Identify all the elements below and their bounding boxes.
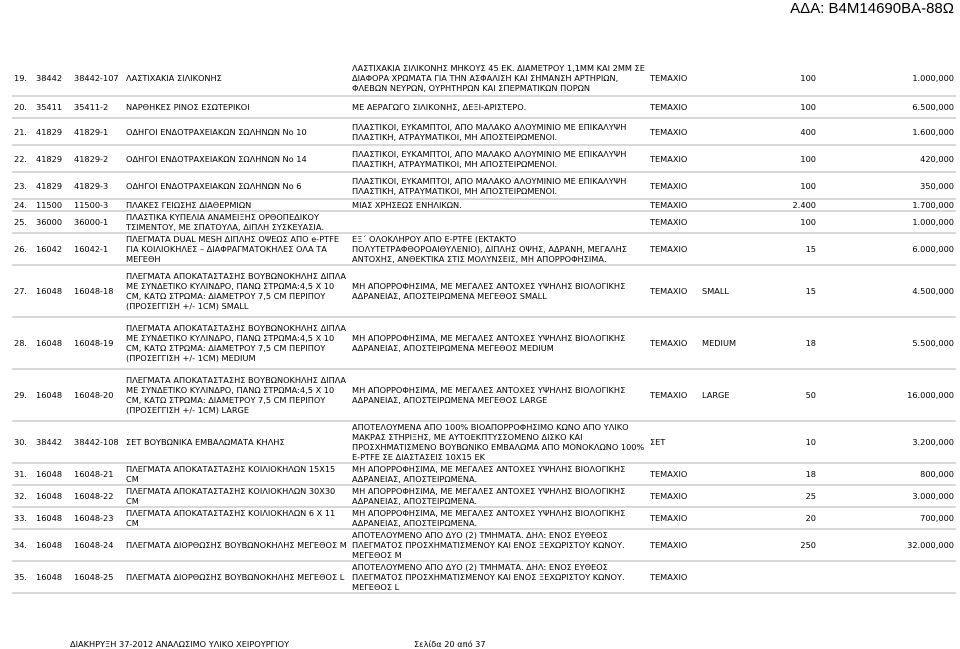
item-title: ΟΔΗΓΟΙ ΕΝΔΟΤΡΑΧΕΙΑΚΩΝ ΣΩΛΗΝΩΝ No 14 (124, 145, 350, 172)
table-row (12, 233, 956, 265)
unit: ΤΕΜΑΧΙΟ (648, 485, 700, 507)
table-row (12, 421, 956, 463)
item-title: ΠΛΕΓΜΑΤΑ ΔΙΟΡΘΩΣΗΣ ΒΟΥΒΩΝΟΚΗΛΗΣ ΜΕΓΕΘΟΣ Μ (124, 529, 350, 561)
item-description: ΠΛΑΣΤΙΚΟΙ, ΕΥΚΑΜΠΤΟΙ, ΑΠΟ ΜΑΛΑΚΟ ΑΛΟΥΜΙΝΙΟ ΜΕ ΕΠΙΚΑΛΥΨΗ ΠΛΑΣΤΙΚΗ, ΑΤΡΑΥΜΑΤΙΚΟΙ, ΜΗ ΑΠΟΣΤΕΙΡΩΜΕΝΟΙ. (350, 145, 648, 172)
quantity: 400 (756, 118, 818, 145)
category-code: 16048 (34, 463, 72, 485)
item-title: ΠΛΑΚΕΣ ΓΕΙΩΣΗΣ ΔΙΑΘΕΡΜΙΩΝ (124, 199, 350, 211)
size (700, 211, 756, 233)
item-code: 41829-1 (72, 118, 124, 145)
item-description: ΜΗ ΑΠΟΡΡΟΦΗΣΙΜΑ, ΜΕ ΜΕΓΑΛΕΣ ΑΝΤΟΧΕΣ ΥΨΗΛΗΣ ΒΙΟΛΟΓΙΚΗΣ ΑΔΡΑΝΕΙΑΣ, ΑΠΟΣΤΕΙΡΩΜΕΝΑ. (350, 463, 648, 485)
item-code: 11500-3 (72, 199, 124, 211)
item-title: ΠΛΕΓΜΑΤΑ ΑΠΟΚΑΤΑΣΤΑΣΗΣ ΒΟΥΒΩΝΟΚΗΛΗΣ ΔΙΠΛΑ ΜΕ ΣΥΝΔΕΤΙΚΟ ΚΥΛΙΝΔΡΟ, ΠΑΝΩ ΣΤΡΩΜΑ:4,5 Χ 10 CM, ΚΑΤΩ ΣΤΡΩΜΑ: ΔΙΑΜΕΤΡΟΥ 7,5 CM ΠΕΡΙΠΟΥ (ΠΡΟΣΕΓΓΙΣΗ +/- 1CM) MEDIUM (124, 317, 350, 369)
category-code: 38442 (34, 421, 72, 463)
quantity: 15 (756, 233, 818, 265)
size (700, 463, 756, 485)
footer-page-number: Σελίδα 20 από 37 (414, 639, 486, 649)
price: 1.000,000 (818, 211, 956, 233)
table-row (12, 463, 956, 485)
item-title: ΠΛΕΓΜΑΤΑ ΑΠΟΚΑΤΑΣΤΑΣΗΣ ΚΟΙΛΙΟΚΗΛΩΝ 30Χ30 CM (124, 485, 350, 507)
quantity: 10 (756, 421, 818, 463)
unit: ΤΕΜΑΧΙΟ (648, 199, 700, 211)
category-code: 36000 (34, 211, 72, 233)
item-title: ΝΑΡΘΗΚΕΣ ΡΙΝΟΣ ΕΣΩΤΕΡΙΚΟΙ (124, 96, 350, 118)
size (700, 421, 756, 463)
item-code: 38442-107 (72, 60, 124, 96)
size (700, 233, 756, 265)
item-number: 26. (12, 233, 34, 265)
item-number: 35. (12, 561, 34, 593)
item-title: ΠΛΑΣΤΙΚΑ ΚΥΠΕΛΙΑ ΑΝΑΜΕΙΞΗΣ ΟΡΘΟΠΕΔΙΚΟΥ ΤΣΙΜΕΝΤΟΥ, ΜΕ ΣΠΑΤΟΥΛΑ, ΔΙΠΛΗ ΣΥΣΚΕΥΑΣΙΑ. (124, 211, 350, 233)
item-description: ΕΞ΄ ΟΛΟΚΛΗΡΟΥ ΑΠΟ E-PTFE (ΕΚΤΑΚΤΟ ΠΟΛΥΤΕΤΡΑΦΘΟΡΟΑΙΘΥΛΕΝΙΟ), ΔΙΠΛΗΣ ΟΨΗΣ, ΑΔΡΑΝΗ, ΜΕΓΑΛΗΣ ΑΝΤΟΧΗΣ, ΑΝΘΕΚΤΙΚΑ ΣΤΙΣ ΜΟΛΥΝΣΕΙΣ, ΜΗ ΑΠΟΡΡΟΦΗΣΙΜΑ. (350, 233, 648, 265)
unit: ΤΕΜΑΧΙΟ (648, 529, 700, 561)
price: 5.500,000 (818, 317, 956, 369)
size (700, 145, 756, 172)
item-number: 34. (12, 529, 34, 561)
size (700, 561, 756, 593)
price (818, 561, 956, 593)
item-number: 30. (12, 421, 34, 463)
item-description: ΜΗ ΑΠΟΡΡΟΦΗΣΙΜΑ, ΜΕ ΜΕΓΑΛΕΣ ΑΝΤΟΧΕΣ ΥΨΗΛΗΣ ΒΙΟΛΟΓΙΚΗΣ ΑΔΡΑΝΕΙΑΣ, ΑΠΟΣΤΕΙΡΩΜΕΝΑ. (350, 507, 648, 529)
table-row (12, 507, 956, 529)
unit: ΤΕΜΑΧΙΟ (648, 561, 700, 593)
item-title: ΠΛΕΓΜΑΤΑ ΔΙΟΡΘΩΣΗΣ ΒΟΥΒΩΝΟΚΗΛΗΣ ΜΕΓΕΘΟΣ L (124, 561, 350, 593)
items-table (12, 60, 956, 594)
item-description: ΑΠΟΤΕΛΟΥΜΕΝΑ ΑΠΟ 100% ΒΙΟΑΠΟΡΡΟΦΗΣΙΜΟ ΚΩΝΟ ΑΠΟ ΥΛΙΚΟ ΜΑΚΡΑΣ ΣΤΗΡΙΞΗΣ, ΜΕ ΑΥΤΟΕΚΠΤΥΣΣΟΜΕΝΟ ΔΙΣΚΟ ΚΑΙ ΠΡΟΣΧΗΜΑΤΙΣΜΕΝΟ ΒΟΥΒΩΝΙΚΟ ΕΜΒΑΛΩΜΑ ΑΠΟ ΜΟΝΟΚΛΩΝΟ 100% E-PTFE ΣΕ ΔΙΑΣΤΑΣΕΙΣ 10Χ15 ΕΚ (350, 421, 648, 463)
price: 4.500,000 (818, 265, 956, 317)
price: 800,000 (818, 463, 956, 485)
category-code: 16048 (34, 561, 72, 593)
size (700, 172, 756, 199)
table-row (12, 172, 956, 199)
unit: ΤΕΜΑΧΙΟ (648, 211, 700, 233)
quantity: 100 (756, 96, 818, 118)
category-code: 38442 (34, 60, 72, 96)
category-code: 16048 (34, 317, 72, 369)
price: 16.000,000 (818, 369, 956, 421)
size (700, 529, 756, 561)
item-title: ΠΛΕΓΜΑΤΑ ΑΠΟΚΑΤΑΣΤΑΣΗΣ ΒΟΥΒΩΝΟΚΗΛΗΣ ΔΙΠΛΑ ΜΕ ΣΥΝΔΕΤΙΚΟ ΚΥΛΙΝΔΡΟ, ΠΑΝΩ ΣΤΡΩΜΑ:4,5 Χ 10 CM, ΚΑΤΩ ΣΤΡΩΜΑ: ΔΙΑΜΕΤΡΟΥ 7,5 CM ΠΕΡΙΠΟΥ (ΠΡΟΣΕΓΓΙΣΗ +/- 1CM) SMALL (124, 265, 350, 317)
item-description: ΜΗ ΑΠΟΡΡΟΦΗΣΙΜΑ, ΜΕ ΜΕΓΑΛΕΣ ΑΝΤΟΧΕΣ ΥΨΗΛΗΣ ΒΙΟΛΟΓΙΚΗΣ ΑΔΡΑΝΕΙΑΣ, ΑΠΟΣΤΕΙΡΩΜΕΝΑ ΜΕΓΕΘΟΣ SMALL (350, 265, 648, 317)
size (700, 60, 756, 96)
item-number: 19. (12, 60, 34, 96)
price: 6.500,000 (818, 96, 956, 118)
unit: ΤΕΜΑΧΙΟ (648, 233, 700, 265)
size: MEDIUM (700, 317, 756, 369)
category-code: 16048 (34, 529, 72, 561)
quantity: 15 (756, 265, 818, 317)
quantity: 18 (756, 463, 818, 485)
table-row (12, 211, 956, 233)
item-number: 20. (12, 96, 34, 118)
item-description: ΑΠΟΤΕΛΟΥΜΕΝΟ ΑΠΟ ΔΥΟ (2) ΤΜΗΜΑΤΑ. ΔΗΛ: ΕΝΟΣ ΕΥΘΕΟΣ ΠΛΕΓΜΑΤΟΣ ΠΡΟΣΧΗΜΑΤΙΣΜΕΝΟΥ ΚΑΙ ΕΝΟΣ ΞΕΧΩΡΙΣΤΟΥ ΚΩΝΟΥ. ΜΕΓΕΘΟΣ L (350, 561, 648, 593)
category-code: 11500 (34, 199, 72, 211)
table-body (12, 60, 956, 593)
category-code: 16048 (34, 369, 72, 421)
quantity: 25 (756, 485, 818, 507)
item-description: ΜΗ ΑΠΟΡΡΟΦΗΣΙΜΑ, ΜΕ ΜΕΓΑΛΕΣ ΑΝΤΟΧΕΣ ΥΨΗΛΗΣ ΒΙΟΛΟΓΙΚΗΣ ΑΔΡΑΝΕΙΑΣ, ΑΠΟΣΤΕΙΡΩΜΕΝΑ ΜΕΓΕΘΟΣ LARGE (350, 369, 648, 421)
item-number: 27. (12, 265, 34, 317)
quantity: 250 (756, 529, 818, 561)
item-code: 16048-21 (72, 463, 124, 485)
category-code: 16042 (34, 233, 72, 265)
table-row (12, 60, 956, 96)
item-title: ΠΛΕΓΜΑΤΑ ΑΠΟΚΑΤΑΣΤΑΣΗΣ ΒΟΥΒΩΝΟΚΗΛΗΣ ΔΙΠΛΑ ΜΕ ΣΥΝΔΕΤΙΚΟ ΚΥΛΙΝΔΡΟ, ΠΑΝΩ ΣΤΡΩΜΑ:4,5 Χ 10 CM, ΚΑΤΩ ΣΤΡΩΜΑ: ΔΙΑΜΕΤΡΟΥ 7,5 CM ΠΕΡΙΠΟΥ (ΠΡΟΣΕΓΓΙΣΗ +/- 1CM) LARGE (124, 369, 350, 421)
unit: ΤΕΜΑΧΙΟ (648, 507, 700, 529)
price: 3.200,000 (818, 421, 956, 463)
unit: ΤΕΜΑΧΙΟ (648, 317, 700, 369)
table-row (12, 369, 956, 421)
item-code: 41829-3 (72, 172, 124, 199)
item-description: ΛΑΣΤΙΧΑΚΙΑ ΣΙΛΙΚΟΝΗΣ ΜΗΚΟΥΣ 45 ΕΚ. ΔΙΑΜΕΤΡΟΥ 1,1ΜΜ ΚΑΙ 2ΜΜ ΣΕ ΔΙΑΦΟΡΑ ΧΡΩΜΑΤΑ ΓΙΑ ΤΗΝ ΑΣΦΑΛΙΣΗ ΚΑΙ ΣΗΜΑΝΣΗ ΑΡΤΗΡΙΩΝ, ΦΛΕΒΩΝ ΝΕΥΡΩΝ, ΟΥΡΗΤΗΡΩΝ ΚΑΙ ΣΠΕΡΜΑΤΙΚΩΝ ΠΟΡΩΝ (350, 60, 648, 96)
item-description: ΜΙΑΣ ΧΡΗΣΕΩΣ ΕΝΗΛΙΚΩΝ. (350, 199, 648, 211)
item-description (350, 211, 648, 233)
category-code: 41829 (34, 145, 72, 172)
price: 3.000,000 (818, 485, 956, 507)
item-code: 16048-23 (72, 507, 124, 529)
item-code: 16048-24 (72, 529, 124, 561)
size (700, 118, 756, 145)
ada-code: ΑΔΑ: Β4Μ14690ΒΑ-88Ω (790, 0, 954, 17)
quantity: 100 (756, 60, 818, 96)
item-title: ΣΕΤ ΒΟΥΒΩΝΙΚΑ ΕΜΒΑΛΩΜΑΤΑ ΚΗΛΗΣ (124, 421, 350, 463)
quantity: 2.400 (756, 199, 818, 211)
quantity: 100 (756, 145, 818, 172)
table-row (12, 96, 956, 118)
category-code: 41829 (34, 118, 72, 145)
table-row (12, 561, 956, 593)
item-description: ΠΛΑΣΤΙΚΟΙ, ΕΥΚΑΜΠΤΟΙ, ΑΠΟ ΜΑΛΑΚΟ ΑΛΟΥΜΙΝΙΟ ΜΕ ΕΠΙΚΑΛΥΨΗ ΠΛΑΣΤΙΚΗ, ΑΤΡΑΥΜΑΤΙΚΟΙ, ΜΗ ΑΠΟΣΤΕΙΡΩΜΕΝΟΙ. (350, 118, 648, 145)
item-number: 33. (12, 507, 34, 529)
unit: ΣΕΤ (648, 421, 700, 463)
category-code: 41829 (34, 172, 72, 199)
table-row (12, 317, 956, 369)
price: 1.000,000 (818, 60, 956, 96)
item-code: 36000-1 (72, 211, 124, 233)
price: 420,000 (818, 145, 956, 172)
item-code: 38442-108 (72, 421, 124, 463)
size (700, 485, 756, 507)
item-code: 16048-19 (72, 317, 124, 369)
item-number: 29. (12, 369, 34, 421)
item-code: 16048-20 (72, 369, 124, 421)
quantity: 100 (756, 172, 818, 199)
price: 6.000,000 (818, 233, 956, 265)
item-description: ΠΛΑΣΤΙΚΟΙ, ΕΥΚΑΜΠΤΟΙ, ΑΠΟ ΜΑΛΑΚΟ ΑΛΟΥΜΙΝΙΟ ΜΕ ΕΠΙΚΑΛΥΨΗ ΠΛΑΣΤΙΚΗ, ΑΤΡΑΥΜΑΤΙΚΟΙ, ΜΗ ΑΠΟΣΤΕΙΡΩΜΕΝΟΙ. (350, 172, 648, 199)
size (700, 507, 756, 529)
item-code: 16048-18 (72, 265, 124, 317)
item-description: ΑΠΟΤΕΛΟΥΜΕΝΟ ΑΠΟ ΔΥΟ (2) ΤΜΗΜΑΤΑ. ΔΗΛ: ΕΝΟΣ ΕΥΘΕΟΣ ΠΛΕΓΜΑΤΟΣ ΠΡΟΣΧΗΜΑΤΙΣΜΕΝΟΥ ΚΑΙ ΕΝΟΣ ΞΕΧΩΡΙΣΤΟΥ ΚΩΝΟΥ. ΜΕΓΕΘΟΣ Μ (350, 529, 648, 561)
unit: ΤΕΜΑΧΙΟ (648, 60, 700, 96)
item-number: 24. (12, 199, 34, 211)
price: 1.600,000 (818, 118, 956, 145)
item-number: 22. (12, 145, 34, 172)
quantity: 50 (756, 369, 818, 421)
quantity: 100 (756, 211, 818, 233)
table-row (12, 485, 956, 507)
size (700, 96, 756, 118)
table-row (12, 265, 956, 317)
category-code: 16048 (34, 265, 72, 317)
item-code: 16048-25 (72, 561, 124, 593)
quantity: 20 (756, 507, 818, 529)
table-row (12, 529, 956, 561)
item-number: 32. (12, 485, 34, 507)
item-number: 21. (12, 118, 34, 145)
item-title: ΠΛΕΓΜΑΤΑ ΑΠΟΚΑΤΑΣΤΑΣΗΣ ΚΟΙΛΙΟΚΗΛΩΝ 15Χ15 CM (124, 463, 350, 485)
item-title: ΟΔΗΓΟΙ ΕΝΔΟΤΡΑΧΕΙΑΚΩΝ ΣΩΛΗΝΩΝ No 10 (124, 118, 350, 145)
table-row (12, 199, 956, 211)
item-code: 16042-1 (72, 233, 124, 265)
unit: ΤΕΜΑΧΙΟ (648, 265, 700, 317)
item-description: ΜΕ ΑΕΡΑΓΩΓΟ ΣΙΛΙΚΟΝΗΣ, ΔΕΞΙ-ΑΡΙΣΤΕΡΟ. (350, 96, 648, 118)
unit: ΤΕΜΑΧΙΟ (648, 463, 700, 485)
category-code: 35411 (34, 96, 72, 118)
page-footer (70, 639, 486, 649)
item-number: 25. (12, 211, 34, 233)
item-title: ΠΛΕΓΜΑΤΑ ΑΠΟΚΑΤΑΣΤΑΣΗΣ ΚΟΙΛΙΟΚΗΛΩΝ 6 Χ 11 CM (124, 507, 350, 529)
item-description: ΜΗ ΑΠΟΡΡΟΦΗΣΙΜΑ, ΜΕ ΜΕΓΑΛΕΣ ΑΝΤΟΧΕΣ ΥΨΗΛΗΣ ΒΙΟΛΟΓΙΚΗΣ ΑΔΡΑΝΕΙΑΣ, ΑΠΟΣΤΕΙΡΩΜΕΝΑ. (350, 485, 648, 507)
category-code: 16048 (34, 485, 72, 507)
item-number: 31. (12, 463, 34, 485)
table-row (12, 145, 956, 172)
footer-document-title: ΔΙΑΚΗΡΥΞΗ 37-2012 ΑΝΑΛΩΣΙΜΟ ΥΛΙΚΟ ΧΕΙΡΟΥΡΓΙΟΥ (70, 639, 290, 649)
table-row (12, 118, 956, 145)
size: SMALL (700, 265, 756, 317)
item-title: ΛΑΣΤΙΧΑΚΙΑ ΣΙΛΙΚΟΝΗΣ (124, 60, 350, 96)
price: 700,000 (818, 507, 956, 529)
item-title: ΟΔΗΓΟΙ ΕΝΔΟΤΡΑΧΕΙΑΚΩΝ ΣΩΛΗΝΩΝ No 6 (124, 172, 350, 199)
unit: ΤΕΜΑΧΙΟ (648, 145, 700, 172)
unit: ΤΕΜΑΧΙΟ (648, 96, 700, 118)
item-title: ΠΛΕΓΜΑΤΑ DUAL MESH ΔΙΠΛΗΣ ΟΨΕΩΣ ΑΠΟ e-PTFE ΓΙΑ ΚΟΙΛΙΟΚΗΛΕΣ – ΔΙΑΦΡΑΓΜΑΤΟΚΗΛΕΣ ΟΛΑ ΤΑ ΜΕΓΕΘΗ (124, 233, 350, 265)
size (700, 199, 756, 211)
price: 32.000,000 (818, 529, 956, 561)
category-code: 16048 (34, 507, 72, 529)
unit: ΤΕΜΑΧΙΟ (648, 118, 700, 145)
unit: ΤΕΜΑΧΙΟ (648, 172, 700, 199)
item-code: 35411-2 (72, 96, 124, 118)
size: LARGE (700, 369, 756, 421)
item-number: 28. (12, 317, 34, 369)
quantity: 18 (756, 317, 818, 369)
price: 1.700,000 (818, 199, 956, 211)
item-number: 23. (12, 172, 34, 199)
item-code: 41829-2 (72, 145, 124, 172)
quantity (756, 561, 818, 593)
item-description: ΜΗ ΑΠΟΡΡΟΦΗΣΙΜΑ, ΜΕ ΜΕΓΑΛΕΣ ΑΝΤΟΧΕΣ ΥΨΗΛΗΣ ΒΙΟΛΟΓΙΚΗΣ ΑΔΡΑΝΕΙΑΣ, ΑΠΟΣΤΕΙΡΩΜΕΝΑ ΜΕΓΕΘΟΣ MEDIUM (350, 317, 648, 369)
price: 350,000 (818, 172, 956, 199)
unit: ΤΕΜΑΧΙΟ (648, 369, 700, 421)
item-code: 16048-22 (72, 485, 124, 507)
